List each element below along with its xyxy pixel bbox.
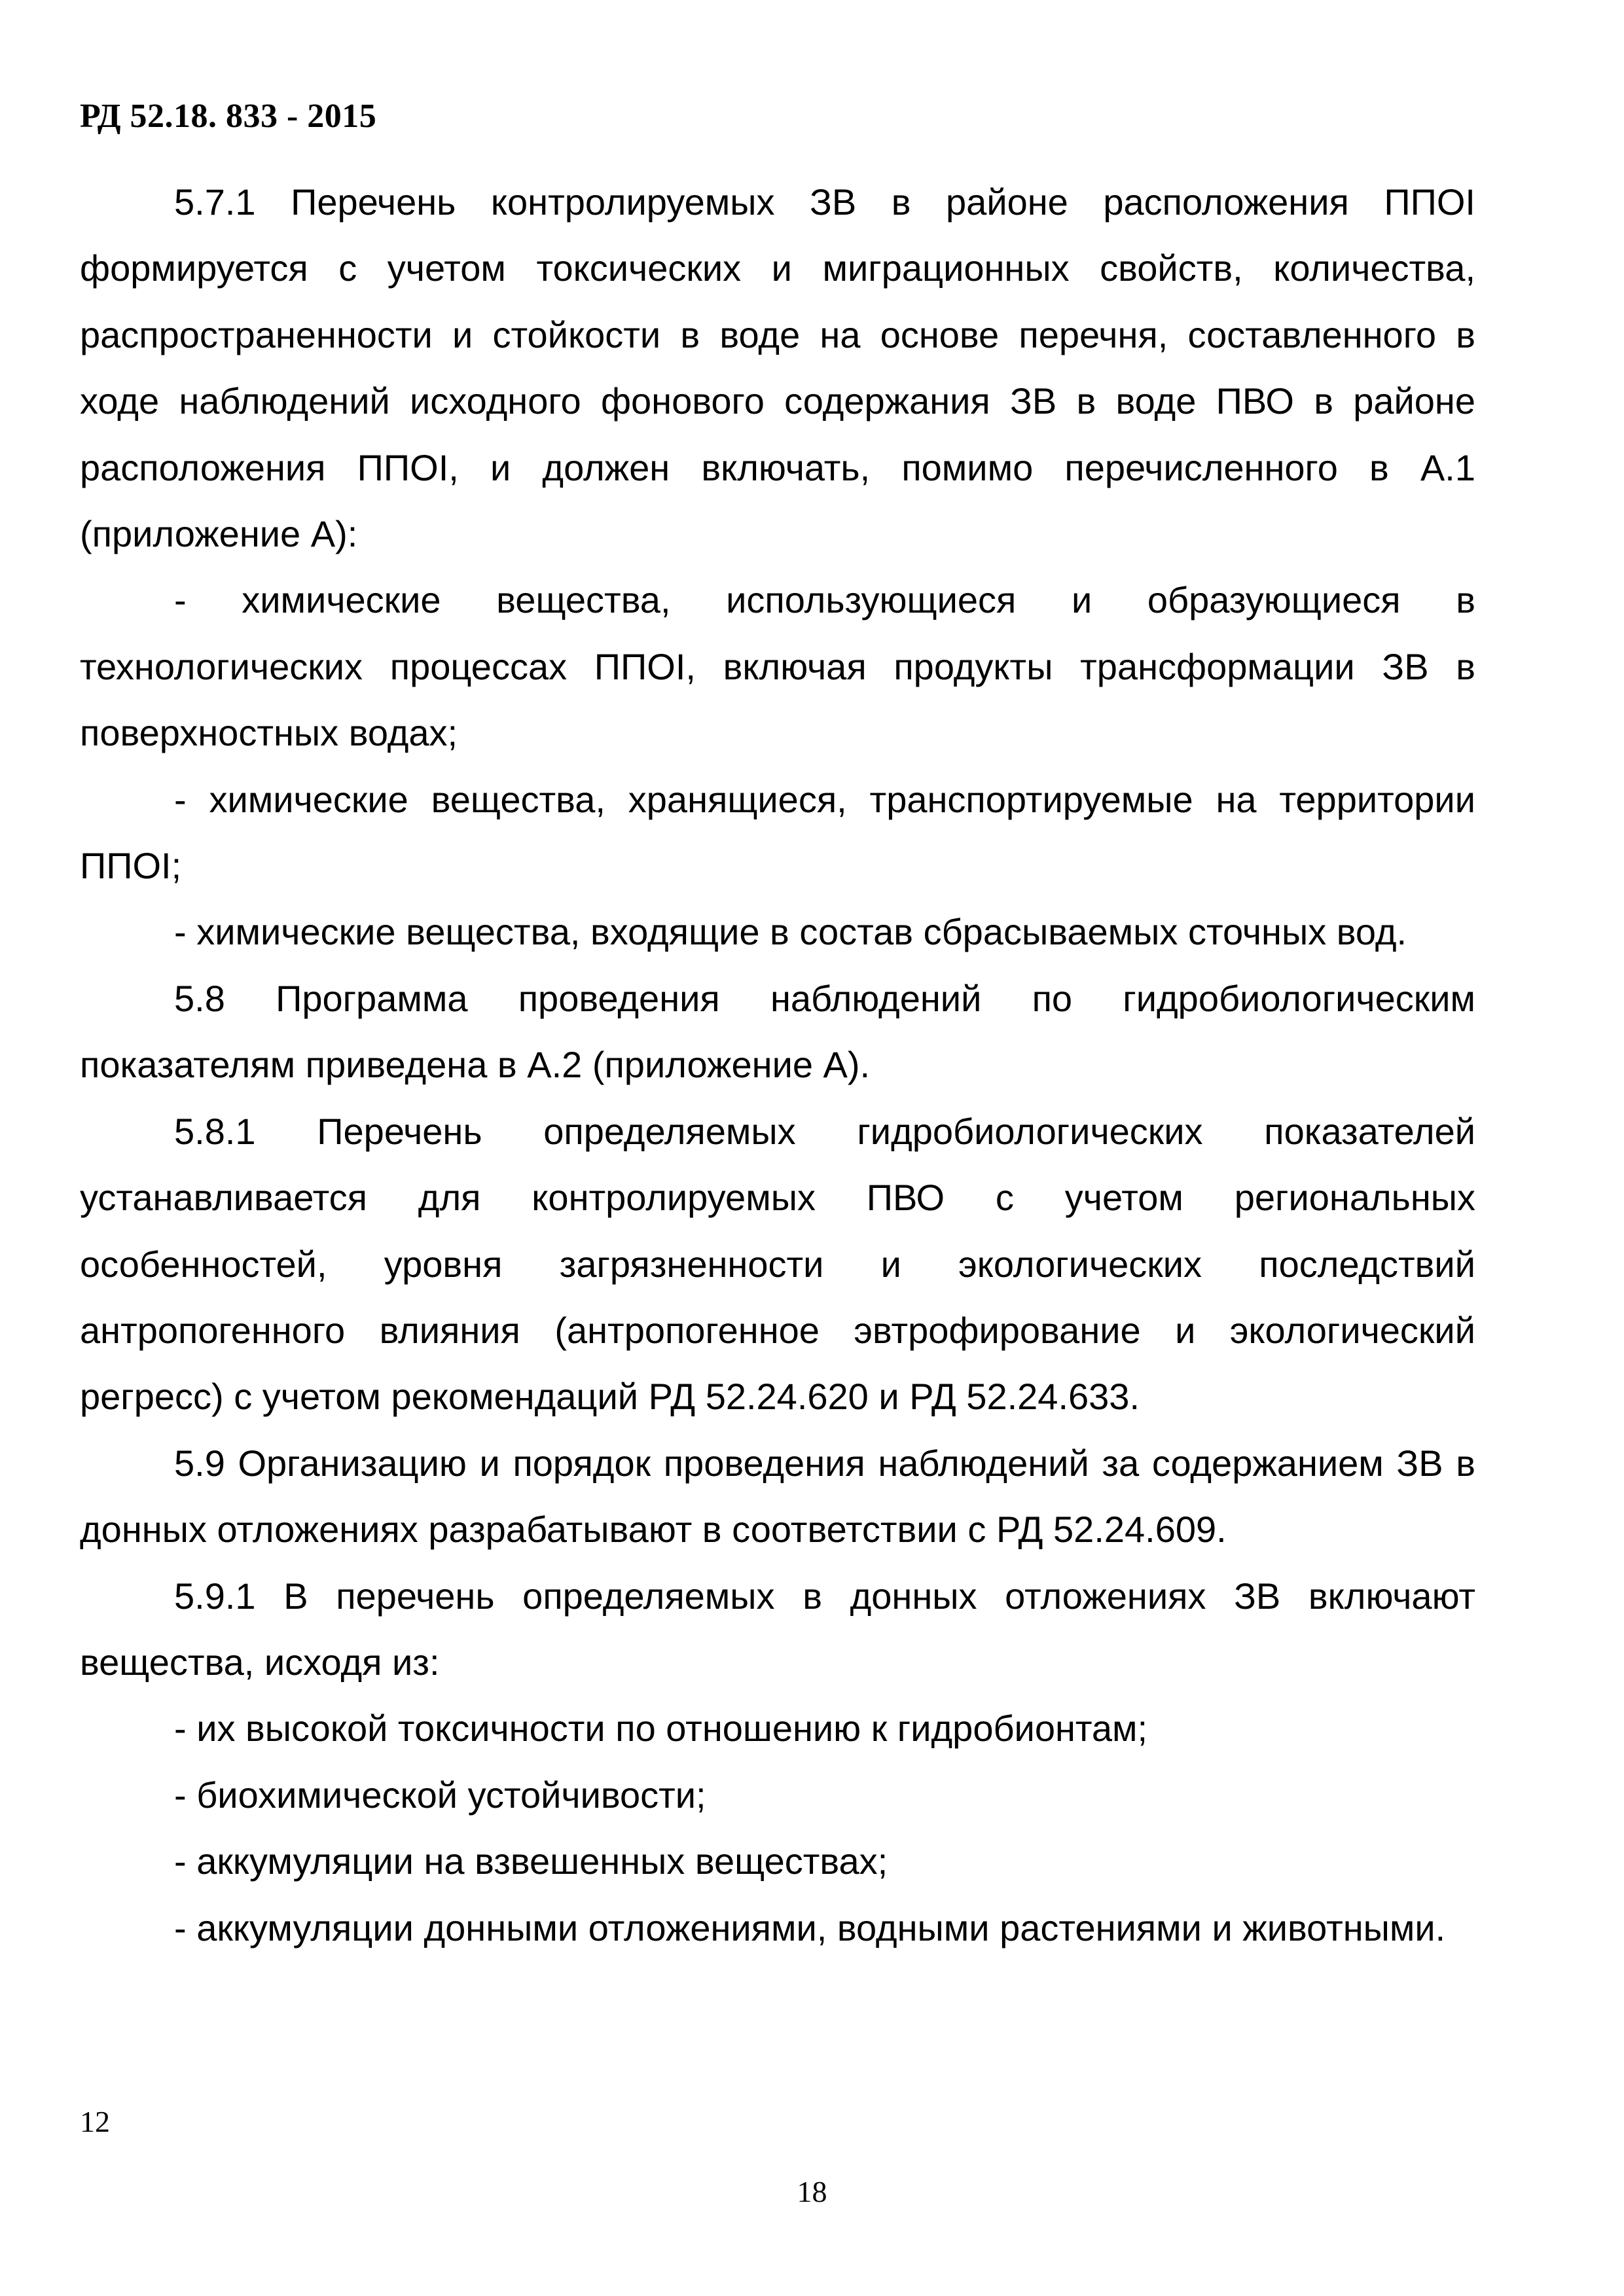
document-body — [80, 169, 1475, 1961]
paragraph-5-8-1: 5.8.1 Перечень определяемых гидробиологических показателей устанавливается для контролируемых ПВО с учетом региональных особенностей, уровня загрязненности и экологических последствий антропогенного влияния (антропогенное эвтрофирование и экологический регресс) с учетом рекомендаций РД 52.24.620 и РД 52.24.633. — [80, 1110, 1475, 1418]
page-number: 18 — [797, 2175, 827, 2208]
paragraph-5-9-1: 5.9.1 В перечень определяемых в донных отложениях ЗВ включают вещества, исходя из: — [80, 1575, 1475, 1683]
paragraph-5-9: 5.9 Организацию и порядок проведения наблюдений за содержанием ЗВ в донных отложениях разрабатывают в соответствии с РД 52.24.609. — [80, 1442, 1475, 1551]
list-item: - химические вещества, хранящиеся, транспортируемые на территории ППОI; — [80, 778, 1475, 887]
list-item: - аккумуляции донными отложениями, водными растениями и животными. — [174, 1907, 1446, 1948]
list-item: - химические вещества, входящие в состав сбрасываемых сточных вод. — [174, 911, 1407, 953]
paragraph-5-7-1: 5.7.1 Перечень контролируемых ЗВ в районе расположения ППОI формируется с учетом токсических и миграционных свойств, количества, распространенности и стойкости в воде на основе перечня, составленного в ходе наблюдений исходного фонового содержания ЗВ в воде ПВО в районе расположения ППОI, и должен включать, помимо перечисленного в А.1 (приложение А): — [80, 181, 1475, 555]
list-item: - химические вещества, использующиеся и образующиеся в технологических процессах ППОI, включая продукты трансформации ЗВ в поверхностных водах; — [80, 579, 1475, 754]
paragraph-5-8: 5.8 Программа проведения наблюдений по гидробиологическим показателям приведена в А.2 (приложение А). — [80, 977, 1475, 1086]
list-item: - биохимической устойчивости; — [174, 1774, 706, 1816]
list-item: - их высокой токсичности по отношению к гидробионтам; — [174, 1708, 1148, 1749]
list-item: - аккумуляции на взвешенных веществах; — [174, 1840, 888, 1882]
document-code-header: РД 52.18. 833 - 2015 — [80, 98, 377, 135]
page-number-original: 12 — [80, 2105, 110, 2138]
